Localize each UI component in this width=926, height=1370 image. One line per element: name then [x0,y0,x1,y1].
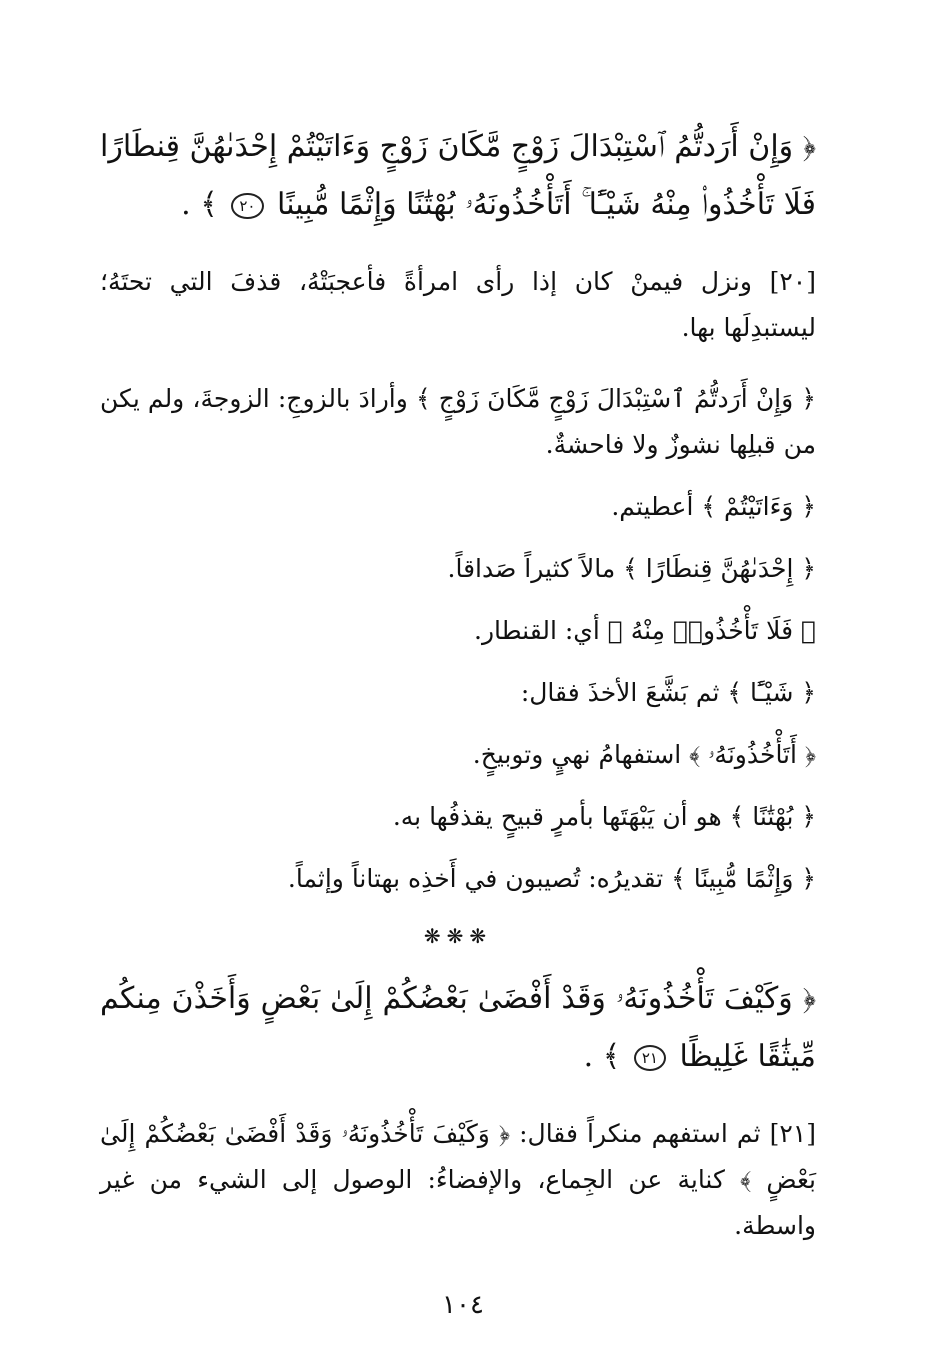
verse-21-text: ﴿ وَكَيْفَ تَأْخُذُونَهُۥ وَقَدْ أَفْضَىٰ بَعْضُكُمْ إِلَىٰ بَعْضٍ وَأَخَذْنَ مِنكُم مِّيثَٰقًا غَلِيظًا [100,981,816,1074]
quran-verse-20 [100,118,816,234]
verse-20-text: ﴿ وَإِنْ أَرَدتُّمُ ٱسْتِبْدَالَ زَوْجٍ مَّكَانَ زَوْجٍ وَءَاتَيْتُمْ إِحْدَىٰهُنَّ قِنطَارًا فَلَا تَأْخُذُوا۟ مِنْهُ شَيْـًٔا ۚ أَتَأْخُذُونَهُۥ بُهْتَٰنًا وَإِثْمًا مُّبِينًا [100,129,816,222]
gloss-item: ﴿ وَءَاتَيْتُمْ ﴾ أعطيتم. [611,492,816,521]
tafsir-21-paragraph: [٢١] ثم استفهم منكراً فقال: ﴿ وَكَيْفَ تَأْخُذُونَهُۥ وَقَدْ أَفْضَىٰ بَعْضُكُمْ إِلَىٰ بَعْضٍ ﴾ كناية عن الجِماع، والإفضاءُ: الوصول إلى الشيء من غير واسطة. [100,1119,816,1240]
gloss-item: ﴿ وَإِثْمًا مُّبِينًا ﴾ تقديرُه: تُصيبون في أَخذِه بهتاناً وإثماً. [287,864,816,893]
page-number: ١٠٤ [442,1290,484,1320]
gloss-item: ﴿ إِحْدَىٰهُنَّ قِنطَارًا ﴾ مالاً كثيراً صَداقاً. [447,554,816,583]
ayah-number-21-marker: ٢١ [634,1045,666,1071]
tafsir-20-paragraph: [٢٠] ونزل فيمنْ كان إذا رأى امرأةً فأعجبَتْهُ، قذفَ التي تحتَهُ؛ ليستبدِلَها بها. [100,267,816,342]
page-body [100,118,816,1271]
ayah-number-20-marker: ٢٠ [231,193,263,219]
gloss-item: ﴿ فَلَا تَأْخُذُوا۟ مِنْهُ ﴾ أي: القنطار. [474,616,816,645]
quran-verse-21 [100,970,816,1086]
tafsir-20-explanation: ﴿ وَإِنْ أَرَدتُّمُ ٱسْتِبْدَالَ زَوْجٍ مَّكَانَ زَوْجٍ ﴾ وأرادَ بالزوجِ: الزوجةَ، ولم يكن من قبلِها نشوزٌ ولا فاحشةٌ. [100,384,816,459]
verse-21-close: ﴾ . [583,1039,621,1074]
gloss-item: ﴿ أَتَأْخُذُونَهُۥ ﴾ استفهامُ نهيٍ وتوبيخٍ. [472,740,816,769]
gloss-item: ﴿ شَيْـًٔا ﴾ ثم بَشَّعَ الأخذَ فقال: [520,678,816,707]
verse-20-close: ﴾ . [181,187,218,222]
gloss-item: ﴿ بُهْتَٰنًا ﴾ هو أن يَبْهَتَها بأمرٍ قبيحٍ يقذفُها به. [392,802,816,831]
section-separator: ❋❋❋ [423,924,493,948]
